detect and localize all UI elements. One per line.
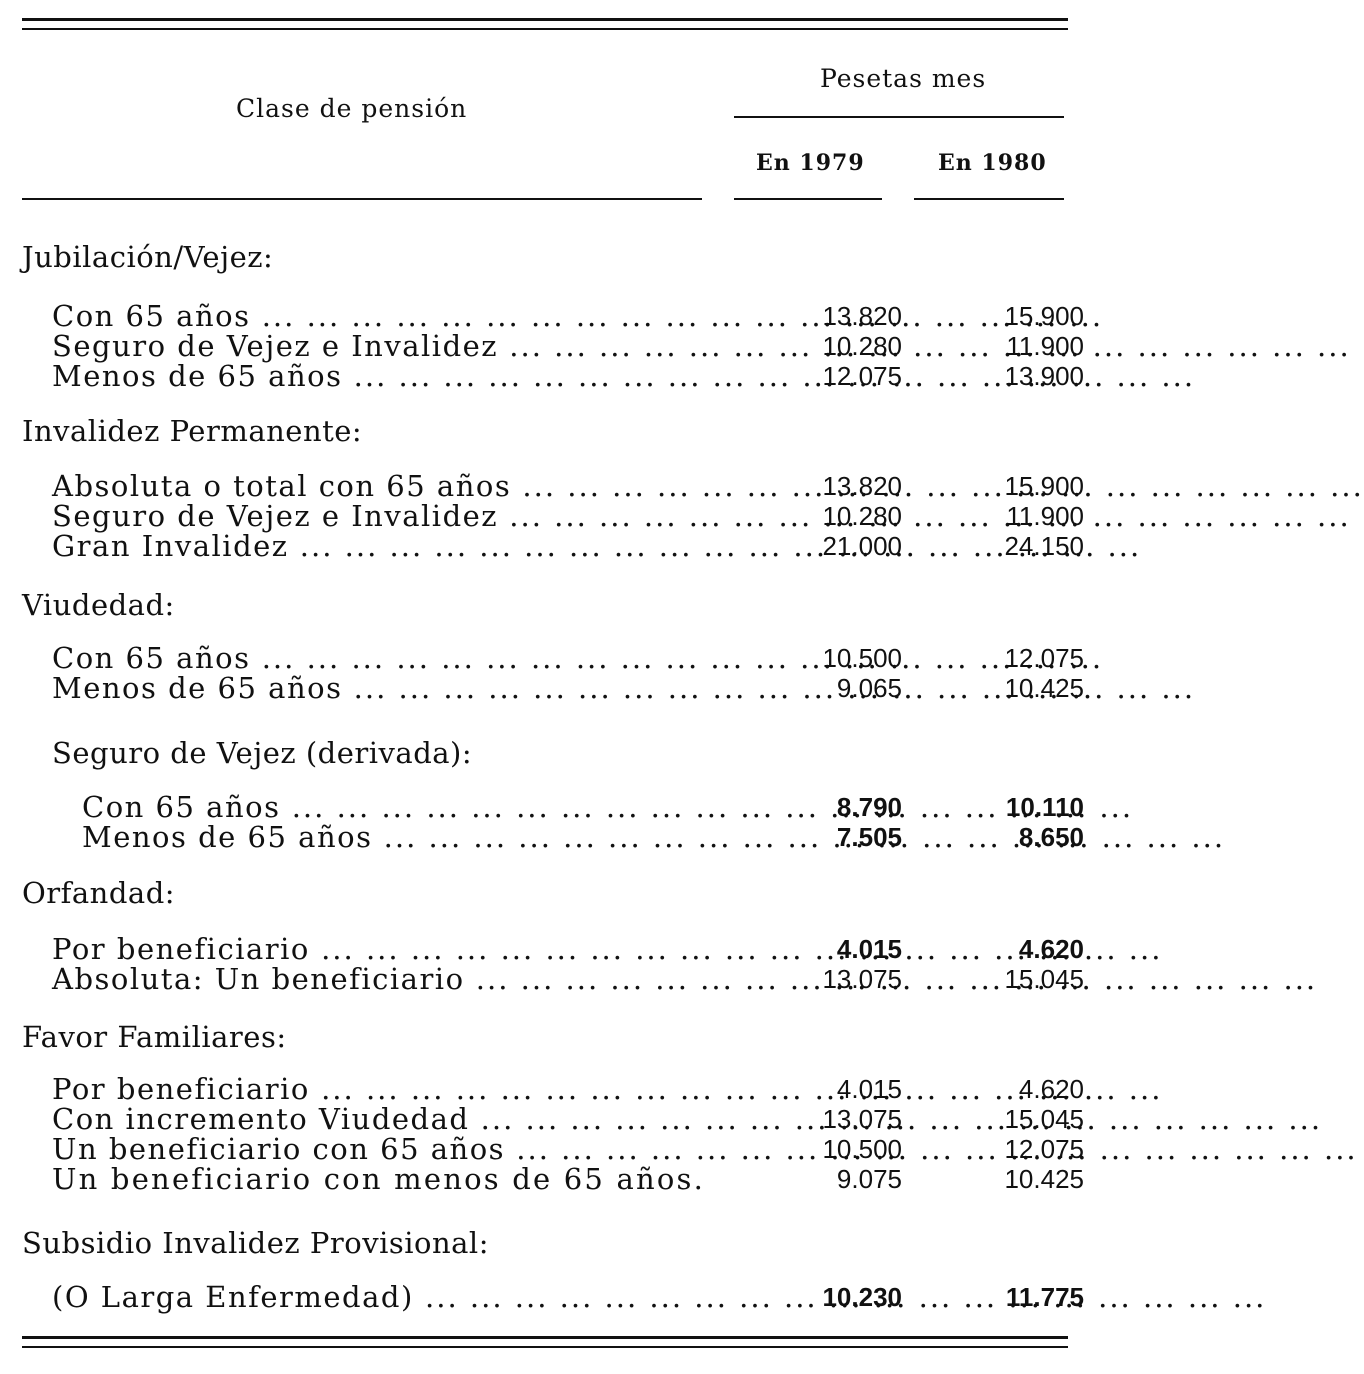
value-1979: 4.015 xyxy=(836,1074,902,1104)
bottom-rule-second xyxy=(22,1346,1068,1348)
pesetas-group-title: Pesetas mes xyxy=(820,64,987,93)
section-title-subsidio: Subsidio Invalidez Provisional: xyxy=(22,1226,489,1260)
section-title-jubilacion: Jubilación/Vejez: xyxy=(22,240,274,274)
value-1980: 11.775 xyxy=(1005,1282,1084,1312)
value-1980: 10.425 xyxy=(1004,1164,1084,1194)
table-row xyxy=(52,641,1084,675)
value-1980: 11.900 xyxy=(1006,331,1084,361)
value-1980: 10.425 xyxy=(1004,673,1084,703)
table-row xyxy=(82,820,1084,854)
row-label: Con 65 años ... . xyxy=(52,643,698,673)
value-1979: 10.280 xyxy=(822,331,902,361)
value-1979: 8.790 xyxy=(836,792,902,822)
row-label: Absoluta: Un beneficiario ... . xyxy=(52,964,698,994)
value-1980: 12.075 xyxy=(1004,643,1084,673)
value-1980: 11.900 xyxy=(1006,501,1084,531)
value-1979: 13.820 xyxy=(822,301,902,331)
value-1979: 9.065 xyxy=(836,673,902,703)
table-row xyxy=(52,1102,1084,1136)
value-1980: 13.900 xyxy=(1004,361,1084,391)
value-1979: 9.075 xyxy=(836,1164,902,1194)
table-row xyxy=(52,329,1084,363)
table-row xyxy=(52,469,1084,503)
row-label: Con incremento Viudedad ... . xyxy=(52,1104,698,1134)
bottom-rule xyxy=(22,1336,1068,1339)
value-1980: 15.900 xyxy=(1004,471,1084,501)
top-rule xyxy=(22,18,1068,21)
section-title-viudedad: Viudedad: xyxy=(22,588,175,622)
table-row xyxy=(52,299,1084,333)
row-label: Seguro de Vejez e Invalidez ... . xyxy=(52,331,698,361)
group-underline xyxy=(734,116,1064,118)
year-1980-header: En 1980 xyxy=(938,150,1047,176)
column-title: Clase de pensión xyxy=(236,94,468,123)
value-1980: 12.075 xyxy=(1004,1134,1084,1164)
value-1979: 13.075 xyxy=(822,1104,902,1134)
table-row xyxy=(52,529,1084,563)
row-label: Un beneficiario con 65 años ... . xyxy=(52,1134,698,1164)
value-1979: 13.820 xyxy=(822,471,902,501)
section-title-favor-familiares: Favor Familiares: xyxy=(22,1020,287,1054)
table-row xyxy=(52,1162,1084,1196)
header-rule-1980 xyxy=(914,198,1064,200)
value-1980: 24.150 xyxy=(1004,531,1084,561)
table-row xyxy=(52,671,1084,705)
value-1979: 10.280 xyxy=(822,501,902,531)
top-rule-second xyxy=(22,28,1068,30)
row-label: Menos de 65 años ... . xyxy=(82,822,698,852)
row-label: Menos de 65 años ... . xyxy=(52,361,698,391)
header-rule-label xyxy=(22,198,702,200)
value-1980: 10.110 xyxy=(1005,792,1084,822)
subsection-title-seguro-vejez: Seguro de Vejez (derivada): xyxy=(52,736,473,770)
table-row xyxy=(52,932,1084,966)
row-label: Con 65 años ... . xyxy=(82,792,698,822)
table-row xyxy=(52,962,1084,996)
section-title-invalidez: Invalidez Permanente: xyxy=(22,414,363,448)
value-1979: 21.000 xyxy=(822,531,902,561)
row-label: Absoluta o total con 65 años ... . xyxy=(52,471,698,501)
row-label: Por beneficiario ... . xyxy=(52,934,698,964)
row-label: (O Larga Enfermedad) ... . xyxy=(52,1282,698,1312)
value-1979: 10.230 xyxy=(822,1282,902,1312)
value-1979: 12.075 xyxy=(822,361,902,391)
value-1979: 10.500 xyxy=(822,643,902,673)
value-1980: 4.620 xyxy=(1018,934,1084,964)
value-1980: 15.045 xyxy=(1004,964,1084,994)
header-rule-1979 xyxy=(734,198,882,200)
row-label: Un beneficiario con menos de 65 años. xyxy=(52,1162,706,1196)
table-row xyxy=(52,1072,1084,1106)
value-1980: 15.045 xyxy=(1004,1104,1084,1134)
value-1980: 4.620 xyxy=(1018,1074,1084,1104)
row-label: Por beneficiario ... . xyxy=(52,1074,698,1104)
value-1980: 8.650 xyxy=(1018,822,1084,852)
value-1979: 13.075 xyxy=(822,964,902,994)
table-row xyxy=(52,499,1084,533)
value-1980: 15.900 xyxy=(1004,301,1084,331)
value-1979: 7.505 xyxy=(836,822,902,852)
section-title-orfandad: Orfandad: xyxy=(22,876,176,910)
table-row xyxy=(82,790,1084,824)
row-label: Gran Invalidez ... . xyxy=(52,531,698,561)
row-label: Seguro de Vejez e Invalidez ... . xyxy=(52,501,698,531)
row-label: Menos de 65 años ... . xyxy=(52,673,698,703)
table-row xyxy=(52,1280,1084,1314)
table-row xyxy=(52,1132,1084,1166)
value-1979: 4.015 xyxy=(836,934,902,964)
row-label: Con 65 años ... . xyxy=(52,301,698,331)
table-row xyxy=(52,359,1084,393)
year-1979-header: En 1979 xyxy=(756,150,865,176)
value-1979: 10.500 xyxy=(822,1134,902,1164)
